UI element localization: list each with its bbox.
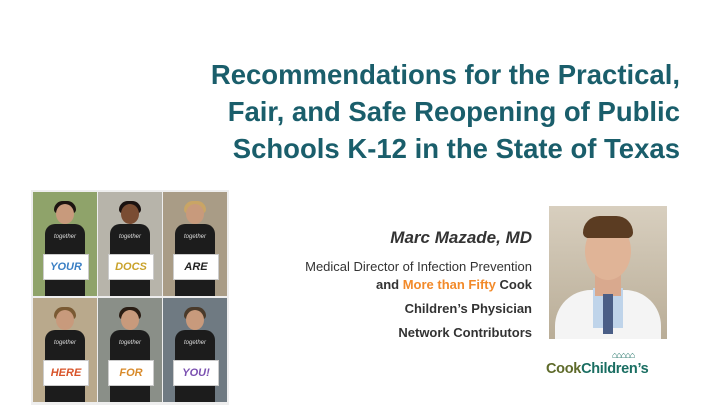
collage-photo-1 xyxy=(33,192,97,296)
contributors-line xyxy=(230,277,532,292)
sign-here: HERE xyxy=(43,360,89,386)
sign-your: YOUR xyxy=(43,254,89,280)
logo-cook: Cook xyxy=(546,361,582,377)
collage-photo-6 xyxy=(163,298,227,402)
title-line-3: Schools K-12 in the State of Texas xyxy=(232,133,680,164)
title-line-1: Recommendations for the Practical, xyxy=(210,59,680,90)
shirt-logo: together xyxy=(53,234,77,240)
collage-photo-5 xyxy=(98,298,162,402)
houses-icon: ⌂⌂⌂⌂⌂ xyxy=(612,350,635,360)
shirt-logo: together xyxy=(118,234,142,240)
sign-docs: DOCS xyxy=(108,254,154,280)
sign-you: YOU! xyxy=(173,360,219,386)
title-line-2: Fair, and Safe Reopening of Public xyxy=(227,96,680,127)
contributors-suffix: Cook xyxy=(495,277,532,292)
shirt-logo: together xyxy=(53,340,77,346)
contributors-highlight: More than Fifty xyxy=(402,277,496,292)
network-line-2: Network Contributors xyxy=(398,325,532,340)
sign-are: ARE xyxy=(173,254,219,280)
sign-for: FOR xyxy=(108,360,154,386)
collage-photo-2 xyxy=(98,192,162,296)
network-line-1: Children’s Physician xyxy=(404,301,532,316)
presenter-name: Marc Mazade, MD xyxy=(390,228,532,247)
presenter-role: Medical Director of Infection Prevention xyxy=(305,259,532,274)
logo-wordmark xyxy=(546,361,648,377)
shirt-logo: together xyxy=(183,340,207,346)
photo-collage xyxy=(31,190,229,405)
collage-photo-3 xyxy=(163,192,227,296)
logo-childrens: Children’s xyxy=(581,361,649,377)
shirt-logo: together xyxy=(118,340,142,346)
cook-childrens-logo xyxy=(546,350,670,380)
slide-title xyxy=(80,56,680,167)
collage-photo-4 xyxy=(33,298,97,402)
contributors-prefix: and xyxy=(375,277,403,292)
shirt-logo: together xyxy=(183,234,207,240)
presenter-portrait xyxy=(549,206,667,339)
